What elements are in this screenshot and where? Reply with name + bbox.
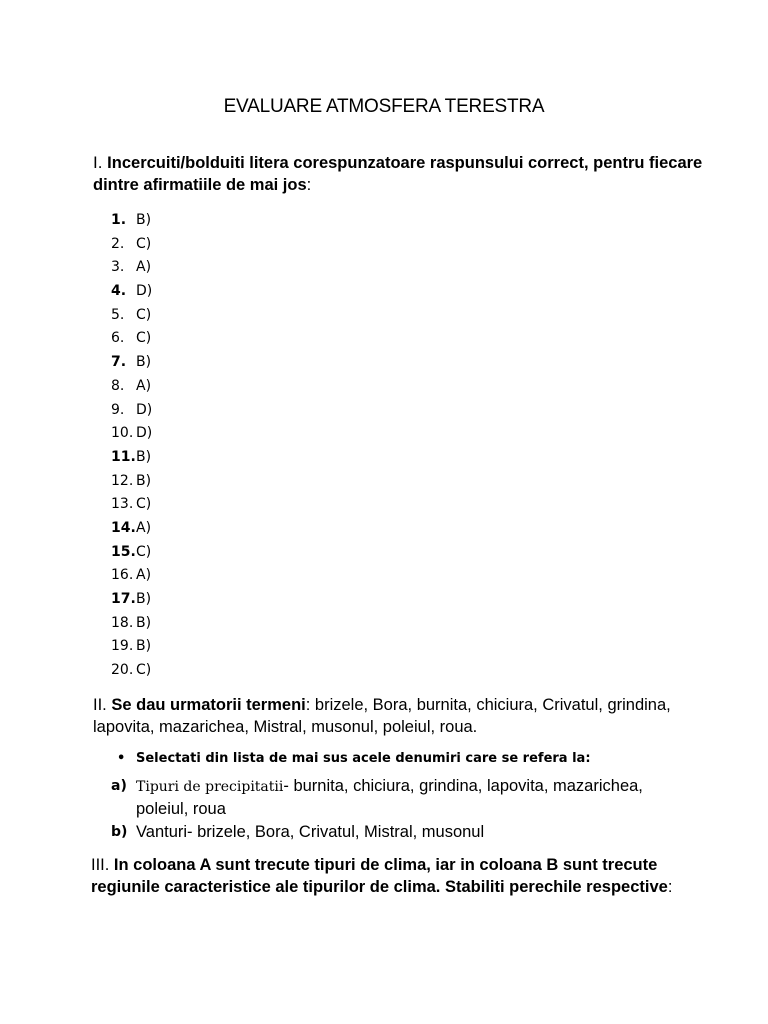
answer-letter: C) xyxy=(136,235,152,252)
answer-letter: C) xyxy=(136,662,152,679)
answer-number: 20. xyxy=(111,662,134,679)
answer-number: 5. xyxy=(111,306,125,323)
answer-list xyxy=(111,209,152,683)
answer-row xyxy=(111,659,152,683)
answer-letter: B) xyxy=(136,638,152,655)
answer-number: 7. xyxy=(111,354,127,371)
answer-letter: C) xyxy=(136,543,152,560)
answer-number: 15. xyxy=(111,543,136,560)
answer-row xyxy=(111,517,152,541)
answer-number: 12. xyxy=(111,472,134,489)
answer-row xyxy=(111,470,152,494)
answer-letter: C) xyxy=(136,496,152,513)
answer-row xyxy=(111,564,152,588)
bullet-icon: • xyxy=(117,751,126,766)
answer-row xyxy=(111,588,152,612)
answer-row xyxy=(111,327,152,351)
item-b-label: b) xyxy=(111,824,128,840)
answer-letter: A) xyxy=(136,519,152,536)
item-a-text: - burnita, chiciura, grindina, lapovita, mazarichea, poleiul, roua xyxy=(136,777,643,818)
answer-number: 1. xyxy=(111,212,127,228)
answer-number: 8. xyxy=(111,377,125,394)
answer-number: 9. xyxy=(111,401,125,418)
section-3-number: III. xyxy=(91,856,114,874)
answer-letter: D) xyxy=(136,401,153,418)
section-2-instruction xyxy=(93,694,693,738)
answer-letter: B) xyxy=(136,354,152,371)
answer-number: 2. xyxy=(111,235,125,252)
item-a-label: a) xyxy=(111,778,127,794)
answer-number: 13. xyxy=(111,496,134,513)
answer-letter: C) xyxy=(136,330,152,347)
answer-letter: A) xyxy=(136,567,152,584)
answer-row xyxy=(111,541,152,565)
answer-number: 10. xyxy=(111,425,134,442)
answer-row xyxy=(111,233,152,257)
answer-number: 14. xyxy=(111,519,136,536)
answer-row xyxy=(111,446,152,470)
section-2-terms: : brizele, Bora, burnita, chiciura, Crivatul, grindina, lapovita, mazarichea, Mistral, musonul, poleiul, roua. xyxy=(93,696,671,736)
answer-letter: B) xyxy=(136,472,152,489)
document-title: EVALUARE ATMOSFERA TERESTRA xyxy=(223,96,545,117)
bullet-item xyxy=(117,751,591,766)
section-3-colon: : xyxy=(667,878,673,896)
answer-letter: A) xyxy=(136,377,152,394)
answer-number: 6. xyxy=(111,330,125,347)
answer-number: 3. xyxy=(111,259,125,276)
section-1-number: I. xyxy=(93,153,108,172)
answer-row xyxy=(111,351,152,375)
item-b-text: Vanturi- brizele, Bora, Crivatul, Mistral, musonul xyxy=(136,823,485,841)
answer-row xyxy=(111,635,152,659)
answer-row xyxy=(111,422,152,446)
answer-row xyxy=(111,399,152,423)
section-1-colon: : xyxy=(306,176,312,194)
answer-number: 11. xyxy=(111,448,136,465)
answer-number: 16. xyxy=(111,567,134,584)
answer-letter: D) xyxy=(136,283,153,300)
answer-letter: B) xyxy=(136,591,152,607)
bullet-text: Selectati din lista de mai sus acele denumiri care se refera la: xyxy=(136,751,591,766)
answer-letter: A) xyxy=(136,259,152,276)
answer-letter: B) xyxy=(136,448,152,465)
answer-number: 17. xyxy=(111,591,136,607)
item-a-head: Tipuri de precipitatii xyxy=(136,779,284,795)
section-3-instruction xyxy=(91,854,711,898)
item-a xyxy=(111,775,681,820)
section-3-text: In coloana A sunt trecute tipuri de clima, iar in coloana B sunt trecute regiunile caracteristice ale tipurilor de clima. Stabiliti perechile respective xyxy=(91,856,668,896)
answer-letter: B) xyxy=(136,614,152,631)
answer-letter: C) xyxy=(136,306,152,323)
answer-row xyxy=(111,209,152,233)
answer-number: 4. xyxy=(111,283,127,300)
section-2-number: II. xyxy=(93,696,112,714)
section-1-text: Incercuiti/bolduiti litera corespunzatoare raspunsului correct, pentru fiecare dintre afirmatiile de mai jos xyxy=(93,154,703,194)
answer-row xyxy=(111,375,152,399)
answer-letter: D) xyxy=(136,425,153,442)
answer-row xyxy=(111,304,152,328)
answer-row xyxy=(111,280,152,304)
answer-row xyxy=(111,612,152,636)
answer-row xyxy=(111,493,152,517)
answer-number: 19. xyxy=(111,638,134,655)
item-b xyxy=(111,821,681,843)
answer-number: 18. xyxy=(111,614,134,631)
section-2-lead: Se dau urmatorii termeni xyxy=(111,696,306,714)
answer-letter: B) xyxy=(136,212,152,228)
section-1-instruction xyxy=(93,152,713,196)
answer-row xyxy=(111,256,152,280)
